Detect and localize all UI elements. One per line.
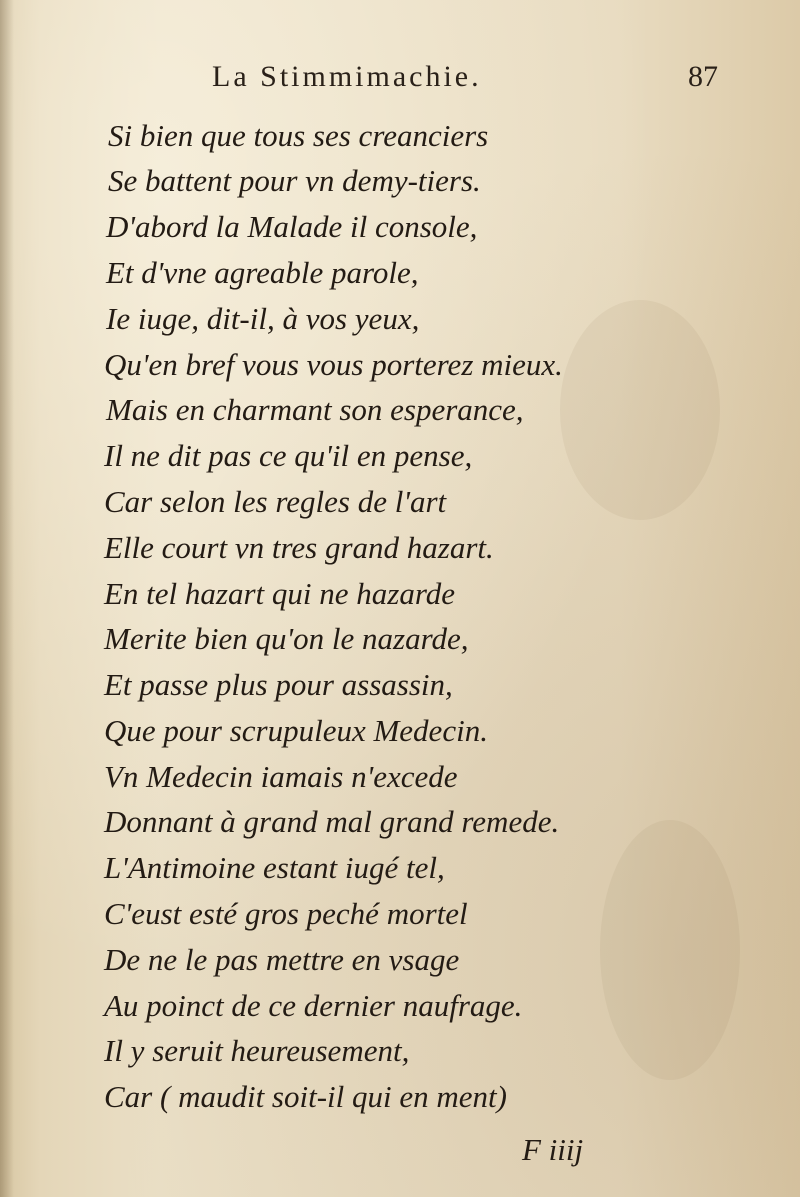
verse-line: En tel hazart qui ne hazarde <box>104 576 456 611</box>
verse-line: Donnant à grand mal grand remede. <box>104 804 560 839</box>
page-number: 87 <box>688 60 718 93</box>
verse-line: Et passe plus pour assassin, <box>104 667 453 702</box>
verse-line: Vn Medecin iamais n'excede <box>104 759 458 794</box>
verse-line: Que pour scrupuleux Medecin. <box>104 713 488 748</box>
paper-stain <box>600 820 740 1080</box>
verse-line: Car selon les regles de l'art <box>104 484 447 519</box>
verse-line: Qu'en bref vous vous porterez mieux. <box>104 347 563 382</box>
verse-line: Il y seruit heureusement, <box>104 1033 410 1068</box>
verse-line: C'eust esté gros peché mortel <box>104 896 468 931</box>
page-header <box>0 60 800 110</box>
verse-line: Mais en charmant son esperance, <box>106 392 524 427</box>
verse-line: Merite bien qu'on le nazarde, <box>104 621 469 656</box>
verse-line: L'Antimoine estant iugé tel, <box>104 850 445 885</box>
verse-line: Ie iuge, dit-il, à vos yeux, <box>106 301 420 336</box>
verse-line: De ne le pas mettre en vsage <box>104 942 460 977</box>
verse-line: D'abord la Malade il console, <box>106 209 478 244</box>
paper-stain <box>560 300 720 520</box>
verse-line: Car ( maudit soit-il qui en ment) <box>104 1079 507 1114</box>
running-title: La Stimmimachie. <box>212 60 482 93</box>
verse-line: Et d'vne agreable parole, <box>106 255 419 290</box>
page-edge-shadow <box>0 0 14 1197</box>
verse-line: Elle court vn tres grand hazart. <box>104 530 494 565</box>
verse-line: Se battent pour vn demy-tiers. <box>108 163 481 198</box>
verse-line: Si bien que tous ses creanciers <box>108 118 489 153</box>
verse-line: Au poinct de ce dernier naufrage. <box>104 988 523 1023</box>
verse-line: Il ne dit pas ce qu'il en pense, <box>104 438 473 473</box>
signature-mark: F iiij <box>522 1132 584 1167</box>
